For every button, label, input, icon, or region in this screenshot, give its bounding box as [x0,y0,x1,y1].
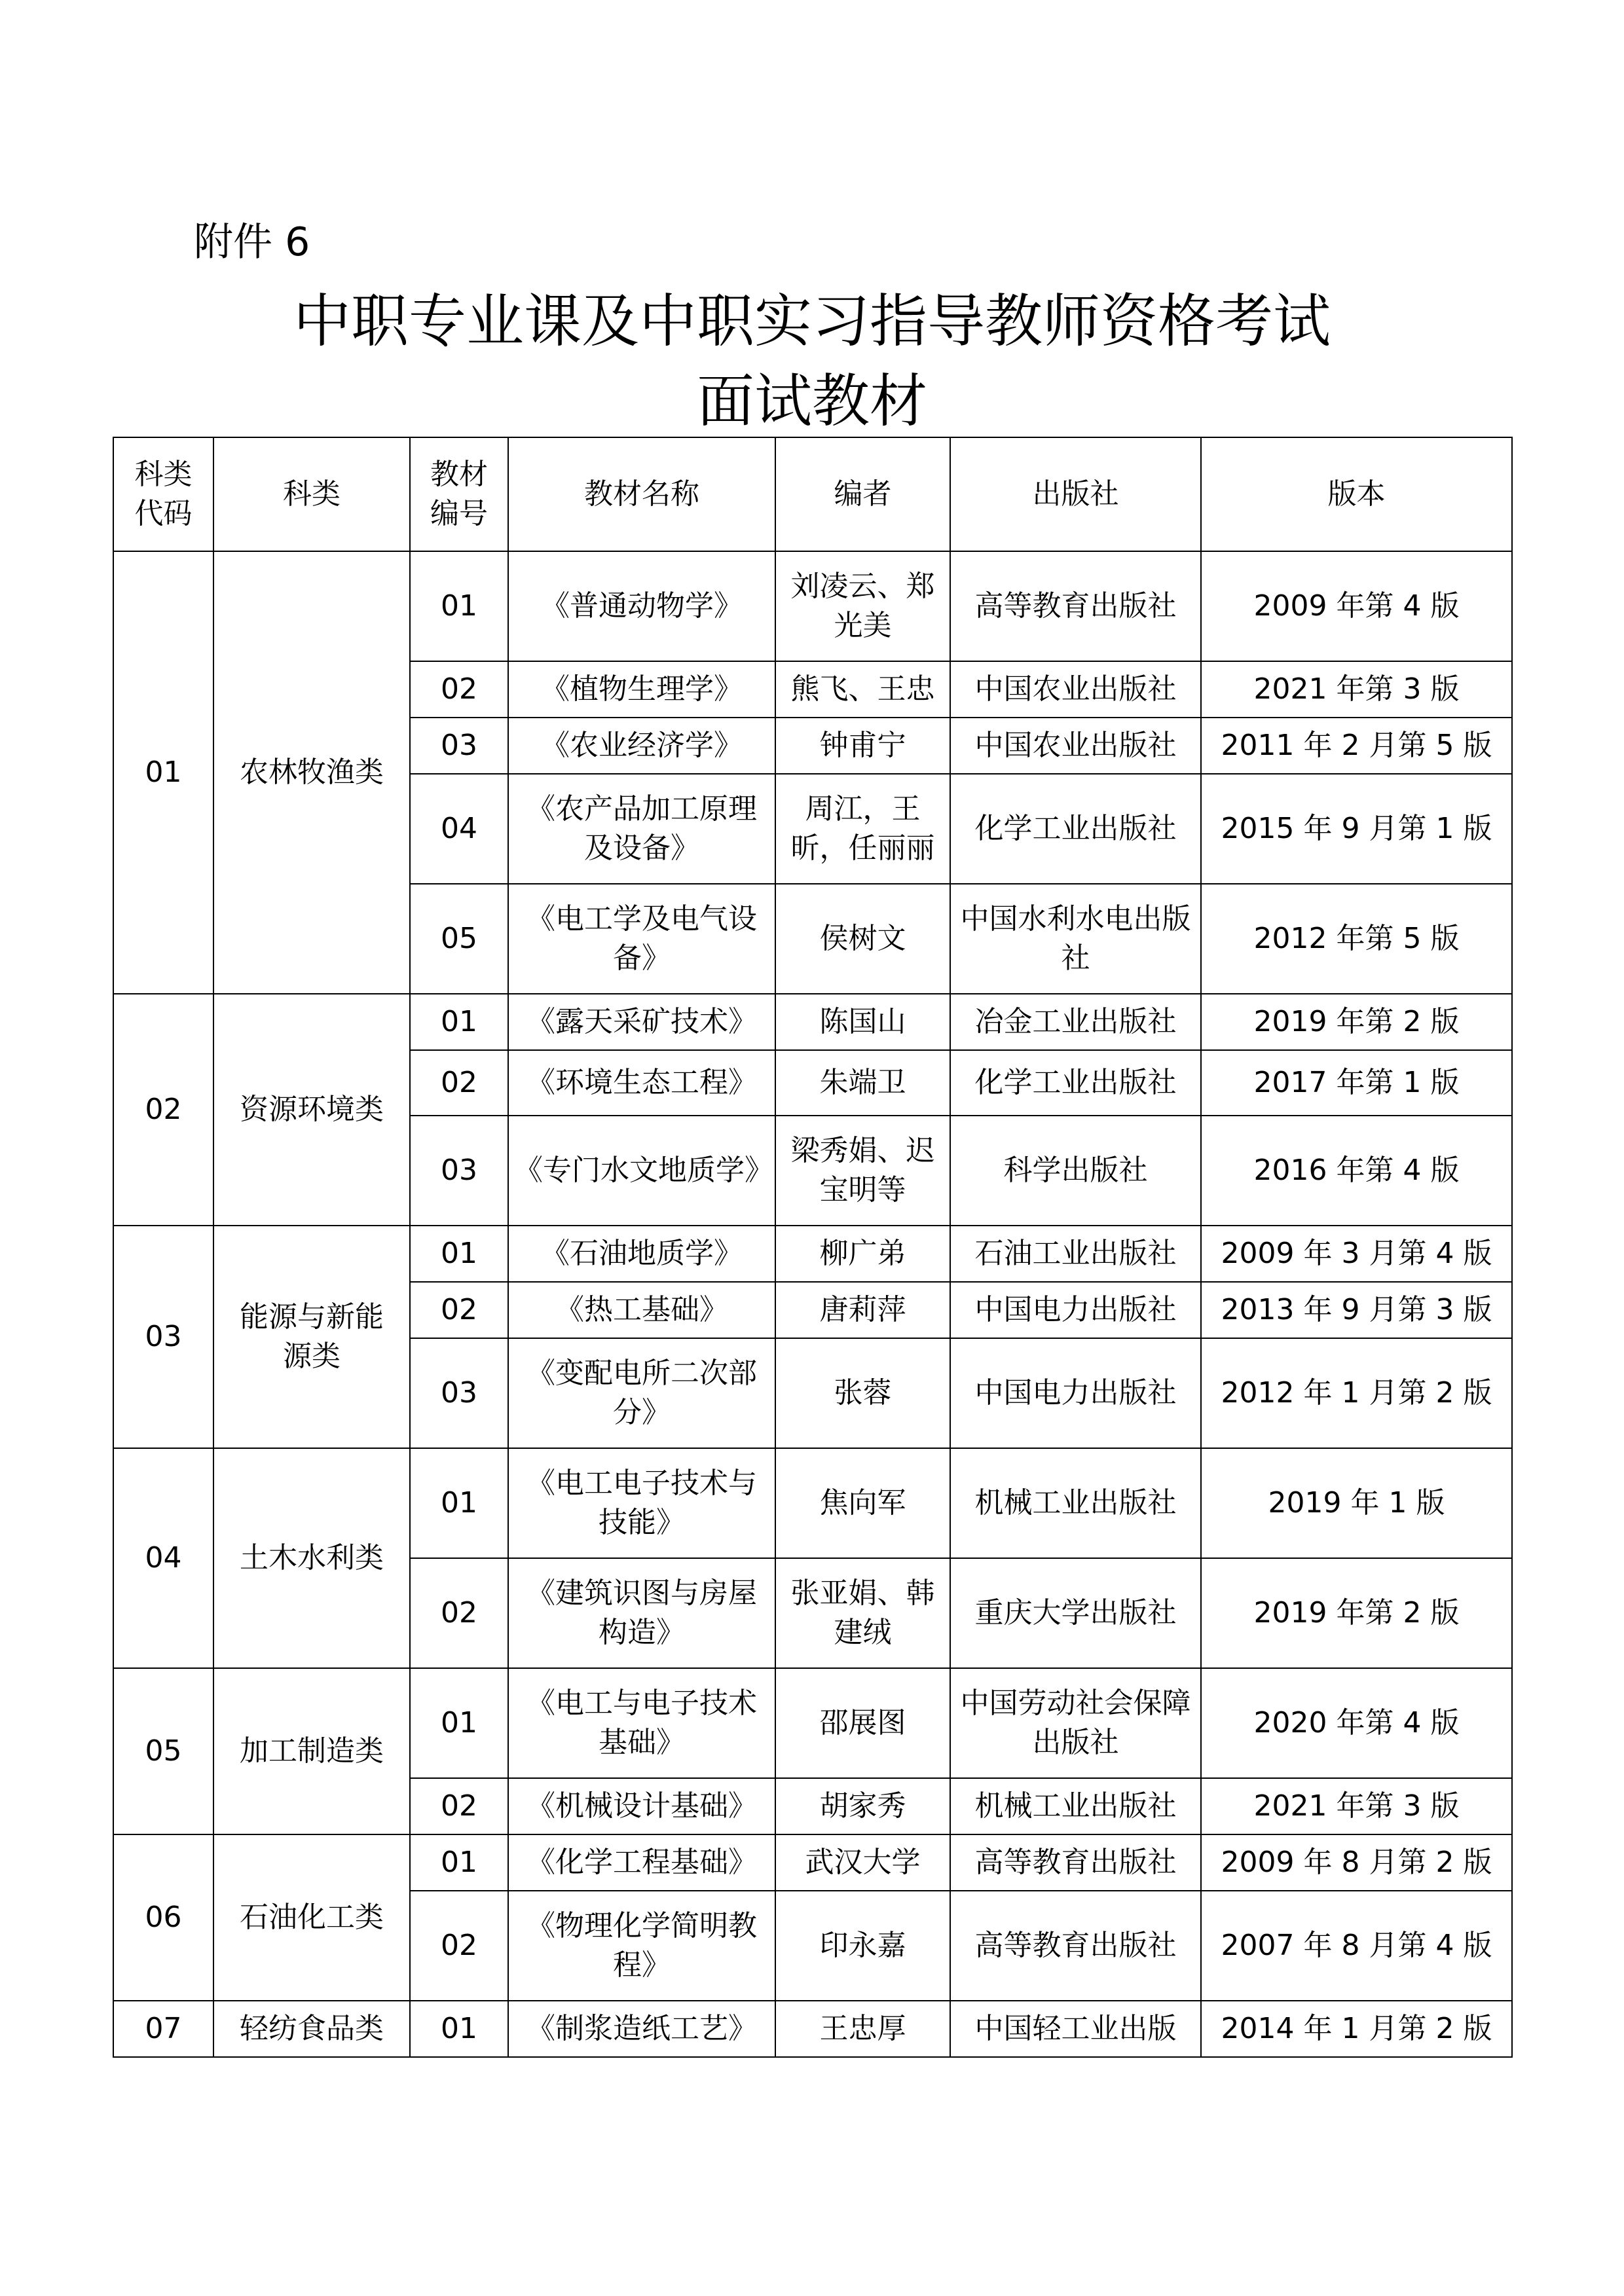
editor-cell: 刘凌云、郑光美 [775,551,950,661]
publisher-cell: 石油工业出版社 [950,1226,1201,1282]
book-name-cell: 《植物生理学》 [508,661,775,718]
publisher-cell: 中国轻工业出版 [950,2001,1201,2057]
book-number-cell: 04 [410,774,508,884]
category-name-cell: 石油化工类 [213,1834,410,2001]
category-name-cell: 轻纺食品类 [213,2001,410,2057]
editor-cell: 熊飞、王忠 [775,661,950,718]
publisher-cell: 重庆大学出版社 [950,1558,1201,1668]
editor-cell: 武汉大学 [775,1834,950,1891]
edition-cell: 2014 年 1 月第 2 版 [1201,2001,1512,2057]
book-name-cell: 《环境生态工程》 [508,1050,775,1116]
book-name-cell: 《露天采矿技术》 [508,994,775,1050]
edition-cell: 2012 年 1 月第 2 版 [1201,1338,1512,1448]
category-code-cell: 03 [113,1226,213,1448]
book-name-cell: 《化学工程基础》 [508,1834,775,1891]
edition-cell: 2019 年 1 版 [1201,1448,1512,1558]
book-name-cell: 《电工电子技术与技能》 [508,1448,775,1558]
category-name-cell: 农林牧渔类 [213,551,410,994]
edition-cell: 2007 年 8 月第 4 版 [1201,1891,1512,2001]
attachment-label: 附件 6 [194,219,310,265]
edition-cell: 2017 年第 1 版 [1201,1050,1512,1116]
table-body [113,551,1512,2057]
book-number-cell: 03 [410,1116,508,1226]
table-row [113,1448,1512,1558]
header-book-name: 教材名称 [508,437,775,551]
header-category-code: 科类 代码 [113,437,213,551]
editor-cell: 王忠厚 [775,2001,950,2057]
book-number-cell: 01 [410,1834,508,1891]
edition-cell: 2019 年第 2 版 [1201,1558,1512,1668]
editor-cell: 张亚娟、韩建绒 [775,1558,950,1668]
publisher-cell: 中国电力出版社 [950,1338,1201,1448]
book-number-cell: 01 [410,994,508,1050]
editor-cell: 梁秀娟、迟宝明等 [775,1116,950,1226]
editor-cell: 周江，王昕，任丽丽 [775,774,950,884]
editor-cell: 邵展图 [775,1668,950,1778]
publisher-cell: 中国农业出版社 [950,661,1201,718]
edition-cell: 2011 年 2 月第 5 版 [1201,718,1512,774]
publisher-cell: 科学出版社 [950,1116,1201,1226]
editor-cell: 印永嘉 [775,1891,950,2001]
book-name-cell: 《电工与电子技术基础》 [508,1668,775,1778]
book-name-cell: 《机械设计基础》 [508,1778,775,1834]
book-name-cell: 《热工基础》 [508,1282,775,1338]
book-number-cell: 01 [410,2001,508,2057]
publisher-cell: 机械工业出版社 [950,1448,1201,1558]
category-code-cell: 04 [113,1448,213,1668]
publisher-cell: 冶金工业出版社 [950,994,1201,1050]
table-row [113,1668,1512,1778]
publisher-cell: 中国电力出版社 [950,1282,1201,1338]
category-code-cell: 02 [113,994,213,1226]
publisher-cell: 化学工业出版社 [950,774,1201,884]
editor-cell: 胡家秀 [775,1778,950,1834]
edition-cell: 2016 年第 4 版 [1201,1116,1512,1226]
editor-cell: 陈国山 [775,994,950,1050]
editor-cell: 焦向军 [775,1448,950,1558]
edition-cell: 2020 年第 4 版 [1201,1668,1512,1778]
editor-cell: 柳广弟 [775,1226,950,1282]
book-number-cell: 02 [410,1282,508,1338]
book-number-cell: 05 [410,884,508,994]
publisher-cell: 中国水利水电出版社 [950,884,1201,994]
edition-cell: 2013 年 9 月第 3 版 [1201,1282,1512,1338]
book-number-cell: 01 [410,1226,508,1282]
table-row [113,551,1512,661]
book-number-cell: 01 [410,1668,508,1778]
table-row [113,2001,1512,2057]
category-name-cell: 加工制造类 [213,1668,410,1834]
book-name-cell: 《农业经济学》 [508,718,775,774]
book-number-cell: 03 [410,718,508,774]
editor-cell: 朱端卫 [775,1050,950,1116]
publisher-cell: 高等教育出版社 [950,1891,1201,2001]
book-name-cell: 《建筑识图与房屋构造》 [508,1558,775,1668]
edition-cell: 2019 年第 2 版 [1201,994,1512,1050]
editor-cell: 钟甫宁 [775,718,950,774]
book-name-cell: 《变配电所二次部分》 [508,1338,775,1448]
header-publisher: 出版社 [950,437,1201,551]
publisher-cell: 高等教育出版社 [950,551,1201,661]
category-name-cell: 能源与新能源类 [213,1226,410,1448]
header-editor: 编者 [775,437,950,551]
book-number-cell: 02 [410,1891,508,2001]
textbook-table [113,437,1513,2058]
edition-cell: 2021 年第 3 版 [1201,1778,1512,1834]
table-row [113,994,1512,1050]
edition-cell: 2009 年 8 月第 2 版 [1201,1834,1512,1891]
book-number-cell: 01 [410,551,508,661]
book-number-cell: 02 [410,1050,508,1116]
edition-cell: 2021 年第 3 版 [1201,661,1512,718]
table-row [113,1226,1512,1282]
edition-cell: 2015 年 9 月第 1 版 [1201,774,1512,884]
table-row [113,1834,1512,1891]
book-name-cell: 《农产品加工原理及设备》 [508,774,775,884]
header-category: 科类 [213,437,410,551]
book-number-cell: 03 [410,1338,508,1448]
header-book-number: 教材 编号 [410,437,508,551]
table-header-row [113,437,1512,551]
book-name-cell: 《石油地质学》 [508,1226,775,1282]
book-number-cell: 02 [410,1778,508,1834]
book-name-cell: 《电工学及电气设备》 [508,884,775,994]
editor-cell: 侯树文 [775,884,950,994]
category-code-cell: 07 [113,2001,213,2057]
publisher-cell: 机械工业出版社 [950,1778,1201,1834]
category-code-cell: 05 [113,1668,213,1834]
category-name-cell: 土木水利类 [213,1448,410,1668]
edition-cell: 2012 年第 5 版 [1201,884,1512,994]
book-name-cell: 《普通动物学》 [508,551,775,661]
book-name-cell: 《制浆造纸工艺》 [508,2001,775,2057]
header-edition: 版本 [1201,437,1512,551]
document-subtitle: 面试教材 [696,367,927,435]
publisher-cell: 化学工业出版社 [950,1050,1201,1116]
publisher-cell: 中国劳动社会保障出版社 [950,1668,1201,1778]
edition-cell: 2009 年 3 月第 4 版 [1201,1226,1512,1282]
category-code-cell: 06 [113,1834,213,2001]
publisher-cell: 高等教育出版社 [950,1834,1201,1891]
book-name-cell: 《专门水文地质学》 [508,1116,775,1226]
document-title: 中职专业课及中职实习指导教师资格考试 [293,287,1331,355]
book-number-cell: 01 [410,1448,508,1558]
editor-cell: 张蓉 [775,1338,950,1448]
editor-cell: 唐莉萍 [775,1282,950,1338]
book-number-cell: 02 [410,1558,508,1668]
edition-cell: 2009 年第 4 版 [1201,551,1512,661]
category-code-cell: 01 [113,551,213,994]
book-name-cell: 《物理化学简明教程》 [508,1891,775,2001]
category-name-cell: 资源环境类 [213,994,410,1226]
book-number-cell: 02 [410,661,508,718]
publisher-cell: 中国农业出版社 [950,718,1201,774]
